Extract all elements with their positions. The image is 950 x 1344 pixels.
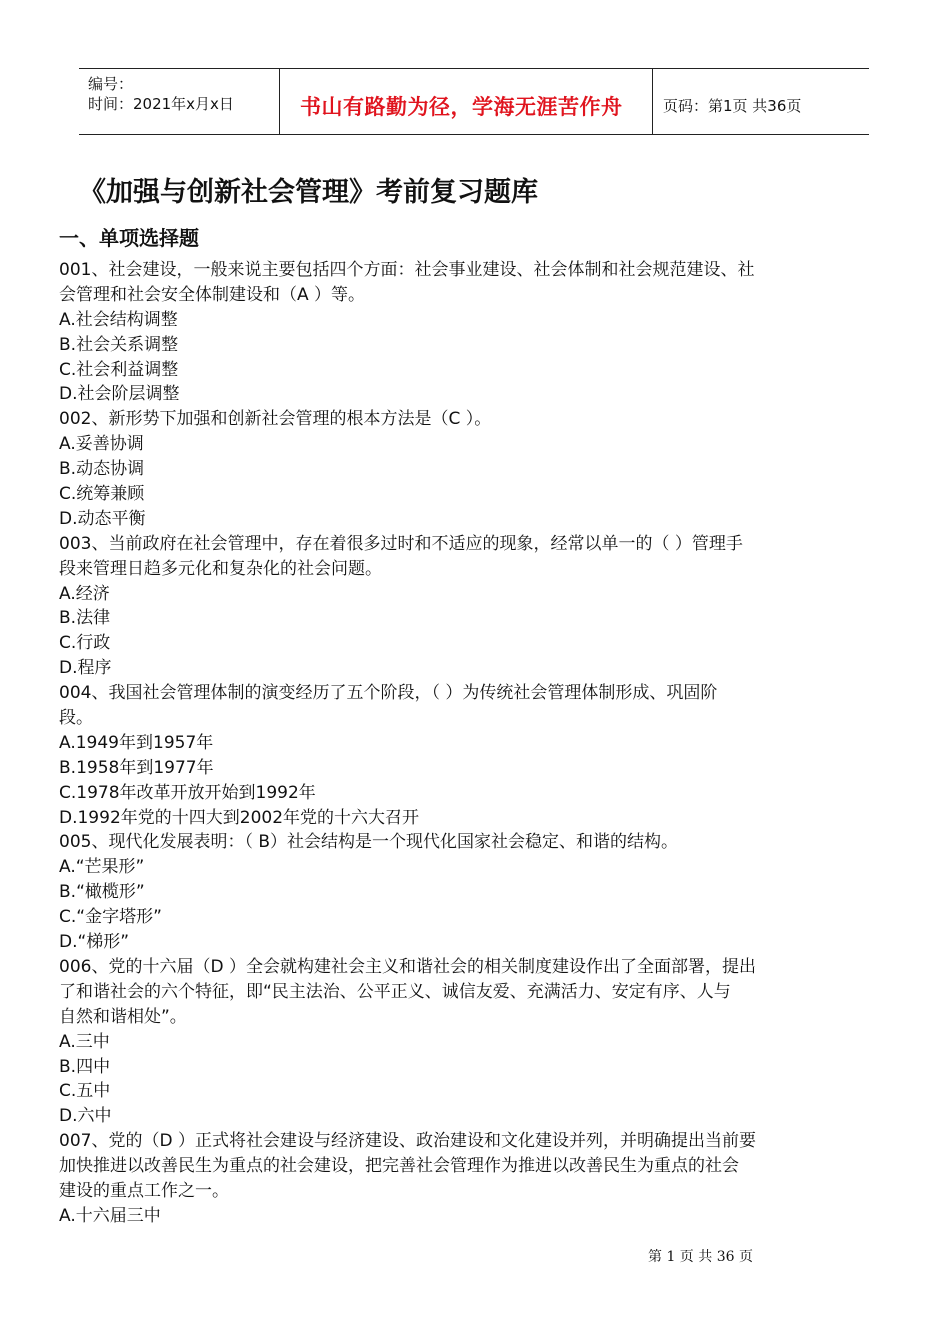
header-meta: [79, 69, 280, 134]
text-line: 001、社会建设，一般来说主要包括四个方面：社会事业建设、社会体制和社会规范建设、社: [59, 260, 755, 280]
page-code: 页码：第1页 共36页: [663, 97, 802, 115]
text-line: D.动态平衡: [59, 508, 146, 529]
text-line: C.行政: [59, 633, 111, 654]
text-line: 会管理和社会安全体制建设和（A ）等。: [59, 284, 366, 305]
text-line: 建设的重点工作之一。: [59, 1180, 229, 1201]
header-motto-cell: [280, 69, 653, 134]
text-line: A.十六届三中: [59, 1205, 161, 1226]
text-line: A.社会结构调整: [59, 309, 178, 330]
text-line: C.“金字塔形”: [59, 907, 162, 928]
text-line: 段。: [59, 708, 93, 729]
text-line: 自然和谐相处”。: [59, 1006, 187, 1027]
text-line: D.社会阶层调整: [59, 384, 180, 405]
text-line: 段来管理日趋多元化和复杂化的社会问题。: [59, 558, 382, 579]
header-page-cell: [653, 69, 869, 134]
document-header: [79, 68, 869, 135]
text-line: A.“芒果形”: [59, 857, 145, 878]
text-line: A.妥善协调: [59, 434, 144, 455]
text-line: 006、党的十六届（D ）全会就构建社会主义和谐社会的相关制度建设作出了全面部署，提出: [59, 956, 756, 977]
text-line: B.“橄榄形”: [59, 882, 145, 903]
text-line: 007、党的（D ）正式将社会建设与经济建设、政治建设和文化建设并列，并明确提出当前要: [59, 1131, 756, 1152]
text-line: D.六中: [59, 1106, 112, 1127]
text-line: C.1978年改革开放开始到1992年: [59, 782, 316, 803]
page-footer: 第 1 页 共 36 页: [648, 1249, 753, 1265]
text-line: B.四中: [59, 1056, 111, 1077]
number-label: 编号：: [88, 75, 134, 93]
time-label: 时间：2021年x月x日: [88, 95, 234, 113]
text-line: D.“梯形”: [59, 932, 130, 953]
text-line: 加快推进以改善民生为重点的社会建设，把完善社会管理作为推进以改善民生为重点的社会: [59, 1156, 739, 1177]
text-line: 003、当前政府在社会管理中，存在着很多过时和不适应的现象，经常以单一的（ ）管理手: [59, 533, 743, 554]
document-title: 《加强与创新社会管理》考前复习题库: [79, 177, 538, 208]
text-line: B.动态协调: [59, 459, 145, 480]
text-line: C.五中: [59, 1081, 111, 1102]
text-line: D.程序: [59, 658, 112, 679]
text-line: 了和谐社会的六个特征，即“民主法治、公平正义、诚信友爱、充满活力、安定有序、人与: [59, 981, 731, 1002]
text-line: B.1958年到1977年: [59, 757, 214, 778]
text-line: C.社会利益调整: [59, 359, 179, 380]
section-heading: 一、单项选择题: [59, 226, 199, 250]
text-line: A.三中: [59, 1031, 110, 1052]
text-line: 002、新形势下加强和创新社会管理的根本方法是（C ）。: [59, 409, 492, 430]
text-line: A.经济: [59, 583, 110, 604]
text-line: 004、我国社会管理体制的演变经历了五个阶段，（ ）为传统社会管理体制形成、巩固阶: [59, 683, 718, 704]
text-line: C.统筹兼顾: [59, 484, 145, 505]
motto-text: 书山有路勤为径，学海无涯苦作舟: [300, 94, 623, 119]
text-line: B.社会关系调整: [59, 334, 179, 355]
text-line: B.法律: [59, 608, 111, 629]
text-line: D.1992年党的十四大到2002年党的十六大召开: [59, 807, 420, 828]
text-line: 005、现代化发展表明：（ B）社会结构是一个现代化国家社会稳定、和谐的结构。: [59, 832, 679, 853]
question-content: [59, 258, 849, 1229]
text-line: A.1949年到1957年: [59, 732, 214, 753]
